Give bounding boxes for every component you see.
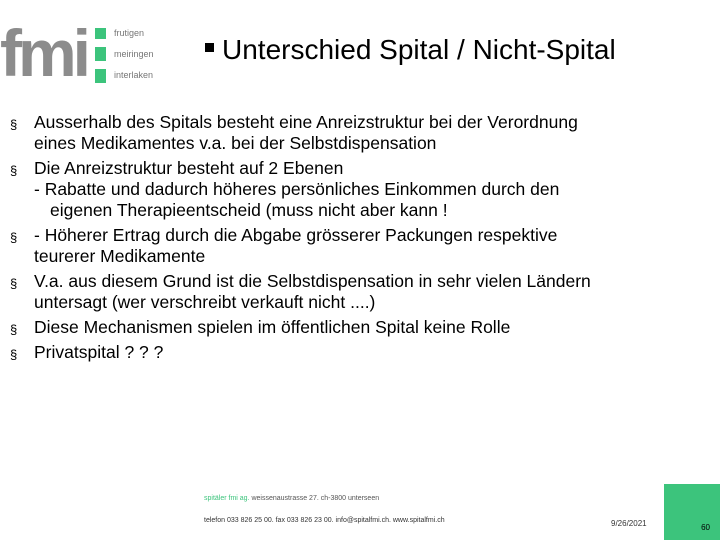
bullet-line: untersagt (wer verschreibt verkauft nicht ....) (34, 292, 376, 312)
logo-square (95, 69, 106, 83)
square-bullet-icon: § (10, 230, 18, 245)
bullet-line: Privatspital ? ? ? (34, 342, 164, 362)
logo-place: meiringen (114, 49, 154, 59)
list-item (10, 317, 710, 338)
list-item (10, 158, 710, 221)
square-bullet-icon: § (10, 163, 18, 178)
bullet-line: - Rabatte und dadurch höheres persönliches Einkommen durch den (34, 179, 560, 199)
footer-contact: telefon 033 826 25 00. fax 033 826 23 00. info@spitalfmi.ch. www.spitalfmi.ch (204, 517, 445, 524)
bullet-line: eigenen Therapieentscheid (muss nicht aber kann ! (50, 200, 448, 220)
page-number: 60 (701, 523, 710, 532)
bullet-line: Diese Mechanismen spielen im öffentlichen Spital keine Rolle (34, 317, 511, 337)
fmi-logo (0, 16, 200, 90)
square-bullet-icon: § (10, 276, 18, 291)
logo-square (95, 28, 106, 39)
slide-title: Unterschied Spital / Nicht-Spital (222, 34, 616, 65)
list-item (10, 342, 710, 363)
footer-green-block (664, 484, 720, 540)
footer-org: spitäler fmi ag. (204, 495, 250, 502)
bullet-line: Die Anreizstruktur besteht auf 2 Ebenen (34, 158, 344, 178)
square-bullet-icon (205, 43, 214, 52)
slide-title-row (205, 30, 715, 70)
square-bullet-icon: § (10, 347, 18, 362)
list-item (10, 112, 710, 154)
logo-letters: fmi (0, 16, 87, 90)
logo-place: interlaken (114, 70, 154, 80)
title-area (205, 30, 715, 70)
bullet-line: - Höherer Ertrag durch die Abgabe grösserer Packungen respektive (34, 225, 558, 245)
footer-date: 9/26/2021 (611, 519, 647, 528)
bullet-line: V.a. aus diesem Grund ist die Selbstdispensation in sehr vielen Ländern (34, 271, 591, 291)
logo-square (95, 47, 106, 61)
list-item (10, 271, 710, 313)
square-bullet-icon: § (10, 117, 18, 132)
logo-places (114, 26, 154, 89)
bullet-line: eines Medikamentes v.a. bei der Selbstdispensation (34, 133, 437, 153)
bullet-list (10, 112, 710, 367)
footer-address-text: weissenaustrasse 27. ch-3800 unterseen (249, 495, 380, 502)
square-bullet-icon: § (10, 322, 18, 337)
footer-address (204, 495, 379, 502)
logo-squares (95, 28, 107, 91)
bullet-line: teurerer Medikamente (34, 246, 206, 266)
list-item (10, 225, 710, 267)
logo-place: frutigen (114, 28, 145, 38)
bullet-line: Ausserhalb des Spitals besteht eine Anreizstruktur bei der Verordnung (34, 112, 578, 132)
